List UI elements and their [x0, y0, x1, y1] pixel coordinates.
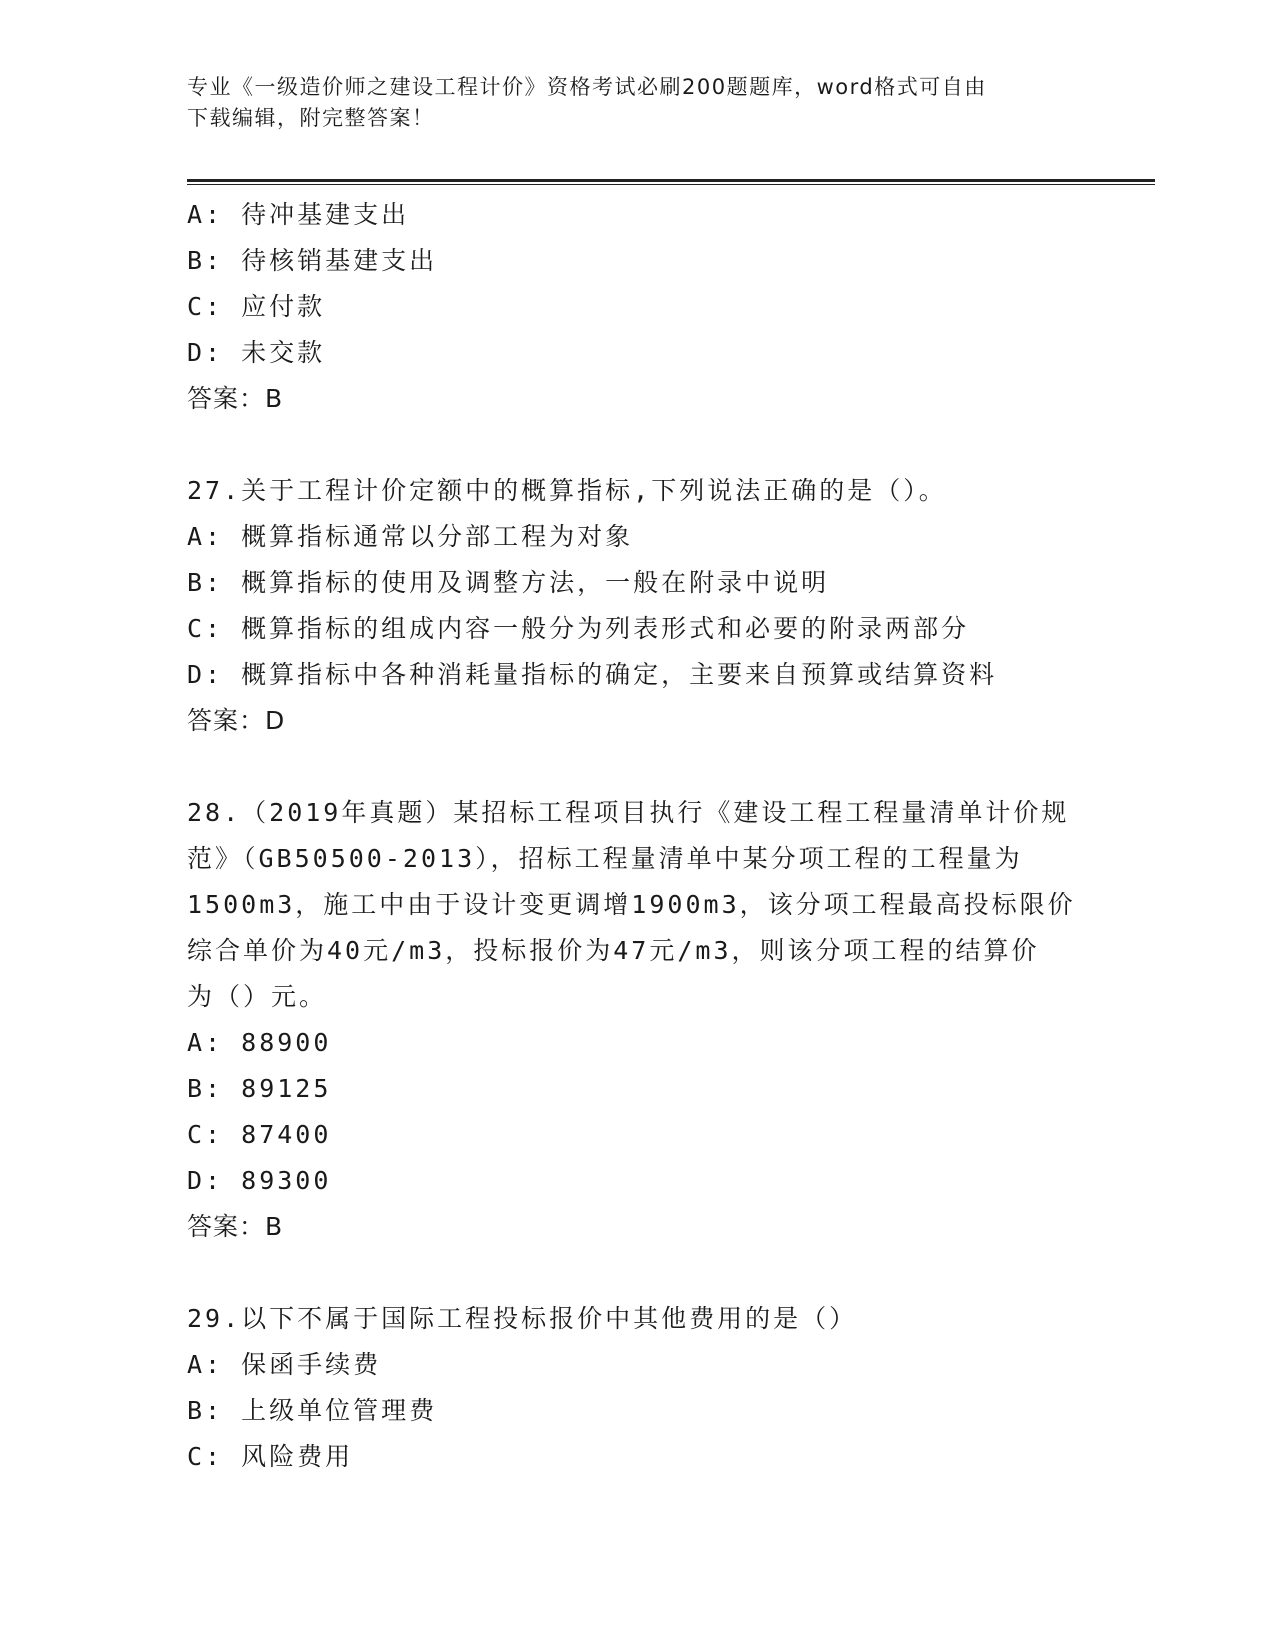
question-stem: 29.以下不属于国际工程投标报价中其他费用的是（）: [187, 1304, 858, 1333]
option-c: C: 应付款: [187, 292, 326, 321]
option-a: A: 概算指标通常以分部工程为对象: [187, 522, 634, 551]
option-a: A: 88900: [187, 1028, 332, 1057]
header-line-2: 下载编辑，附完整答案！: [187, 106, 435, 130]
question-list: [187, 192, 1087, 1480]
question-27: [187, 468, 1087, 744]
answer-line: 答案：B: [187, 384, 284, 413]
question-stem-line-4: 综合单价为40元/m3，投标报价为47元/m3，则该分项工程的结算价: [187, 936, 1040, 965]
question-29: [187, 1296, 1087, 1480]
option-b: B: 待核销基建支出: [187, 246, 438, 275]
question-stem-line-5: 为（）元。: [187, 982, 328, 1011]
option-b: B: 概算指标的使用及调整方法，一般在附录中说明: [187, 568, 830, 597]
question-28: [187, 790, 1087, 1250]
option-c: C: 风险费用: [187, 1442, 354, 1471]
question-stem-line-2: 范》（GB50500-2013），招标工程量清单中某分项工程的工程量为: [187, 844, 1023, 873]
option-d: D: 89300: [187, 1166, 332, 1195]
option-b: B: 上级单位管理费: [187, 1396, 438, 1425]
answer-line: 答案：B: [187, 1212, 284, 1241]
document-header: [187, 72, 1067, 134]
option-a: A: 待冲基建支出: [187, 200, 410, 229]
option-c: C: 概算指标的组成内容一般分为列表形式和必要的附录两部分: [187, 614, 970, 643]
header-divider: [187, 179, 1155, 185]
option-d: D: 概算指标中各种消耗量指标的确定，主要来自预算或结算资料: [187, 660, 998, 689]
option-b: B: 89125: [187, 1074, 332, 1103]
option-a: A: 保函手续费: [187, 1350, 382, 1379]
option-d: D: 未交款: [187, 338, 326, 367]
question-stem-line-1: 28.（2019年真题）某招标工程项目执行《建设工程工程量清单计价规: [187, 798, 1070, 827]
answer-line: 答案：D: [187, 706, 286, 735]
question-26: [187, 192, 1087, 422]
question-stem-line-3: 1500m3，施工中由于设计变更调增1900m3，该分项工程最高投标限价: [187, 890, 1076, 919]
option-c: C: 87400: [187, 1120, 332, 1149]
question-stem: 27.关于工程计价定额中的概算指标,下列说法正确的是（）。: [187, 476, 947, 505]
header-line-1: 专业《一级造价师之建设工程计价》资格考试必刷200题题库，word格式可自由: [187, 75, 987, 99]
